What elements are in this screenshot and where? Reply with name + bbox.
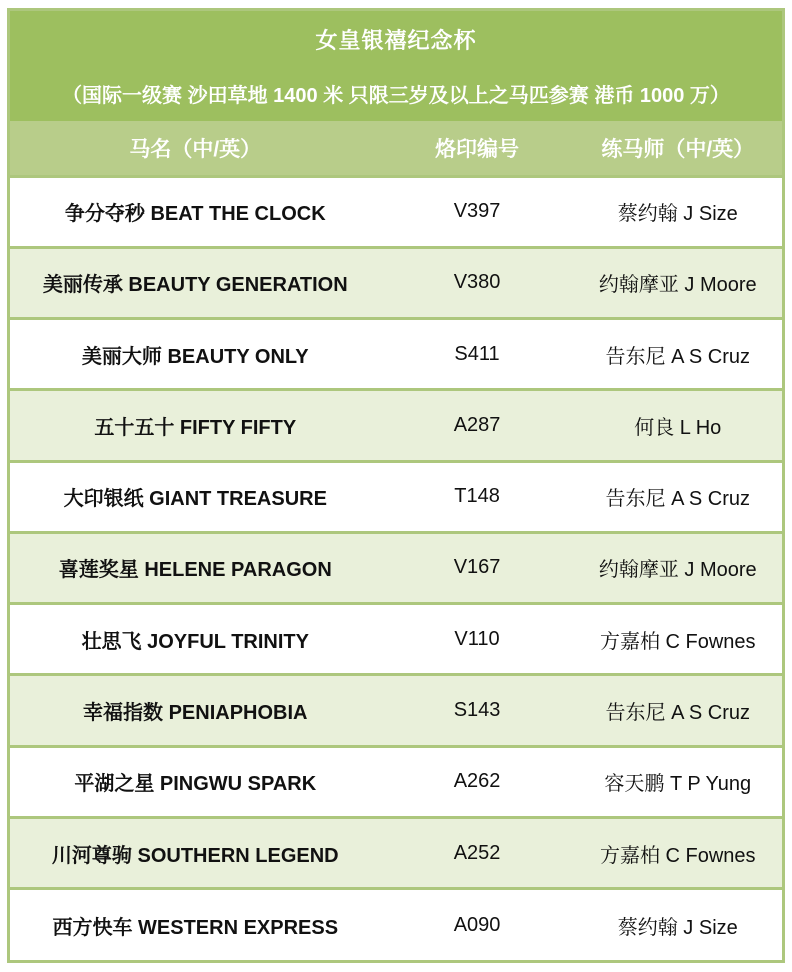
trainer-cell: 告东尼 A S Cruz <box>574 675 782 746</box>
table-row <box>10 390 782 461</box>
trainer-cell: 方嘉柏 C Fownes <box>574 817 782 888</box>
brand-cell: A287 <box>381 390 574 461</box>
table-row <box>10 889 782 960</box>
horse-cell: 川河尊驹 SOUTHERN LEGEND <box>10 817 381 888</box>
horse-cell: 美丽传承 BEAUTY GENERATION <box>10 247 381 318</box>
trainer-cell: 约翰摩亚 J Moore <box>574 532 782 603</box>
table-row <box>10 604 782 675</box>
brand-cell: V167 <box>381 532 574 603</box>
trainer-cell: 何良 L Ho <box>574 390 782 461</box>
race-card <box>7 8 785 963</box>
brand-cell: A090 <box>381 889 574 960</box>
brand-cell: T148 <box>381 461 574 532</box>
brand-cell: V397 <box>381 176 574 247</box>
table-row <box>10 247 782 318</box>
trainer-cell: 方嘉柏 C Fownes <box>574 604 782 675</box>
table-row <box>10 817 782 888</box>
table-row <box>10 319 782 390</box>
horse-cell: 幸福指数 PENIAPHOBIA <box>10 675 381 746</box>
table-row <box>10 746 782 817</box>
table-row <box>10 461 782 532</box>
race-title-band <box>10 11 782 121</box>
runners-table <box>10 121 782 960</box>
horse-cell: 西方快车 WESTERN EXPRESS <box>10 889 381 960</box>
race-title: 女皇银禧纪念杯 <box>315 28 477 53</box>
race-conditions: （国际一级赛 沙田草地 1400 米 只限三岁及以上之马匹参赛 港币 1000 万） <box>62 85 730 107</box>
brand-cell: S143 <box>381 675 574 746</box>
brand-cell: V380 <box>381 247 574 318</box>
horse-cell: 壮思飞 JOYFUL TRINITY <box>10 604 381 675</box>
trainer-cell: 蔡约翰 J Size <box>574 176 782 247</box>
column-header-brand-number: 烙印编号 <box>381 121 574 176</box>
trainer-cell: 告东尼 A S Cruz <box>574 319 782 390</box>
trainer-cell: 约翰摩亚 J Moore <box>574 247 782 318</box>
horse-cell: 平湖之星 PINGWU SPARK <box>10 746 381 817</box>
brand-cell: A252 <box>381 817 574 888</box>
trainer-cell: 告东尼 A S Cruz <box>574 461 782 532</box>
horse-cell: 美丽大师 BEAUTY ONLY <box>10 319 381 390</box>
trainer-cell: 容天鹏 T P Yung <box>574 746 782 817</box>
horse-cell: 喜莲奖星 HELENE PARAGON <box>10 532 381 603</box>
brand-cell: A262 <box>381 746 574 817</box>
horse-cell: 大印银纸 GIANT TREASURE <box>10 461 381 532</box>
column-header-trainer: 练马师（中/英） <box>574 121 782 176</box>
column-header-horse-name: 马名（中/英） <box>10 121 381 176</box>
trainer-cell: 蔡约翰 J Size <box>574 889 782 960</box>
horse-cell: 五十五十 FIFTY FIFTY <box>10 390 381 461</box>
table-row <box>10 675 782 746</box>
table-header-row <box>10 121 782 176</box>
horse-cell: 争分夺秒 BEAT THE CLOCK <box>10 176 381 247</box>
table-row <box>10 532 782 603</box>
brand-cell: S411 <box>381 319 574 390</box>
brand-cell: V110 <box>381 604 574 675</box>
table-row <box>10 176 782 247</box>
